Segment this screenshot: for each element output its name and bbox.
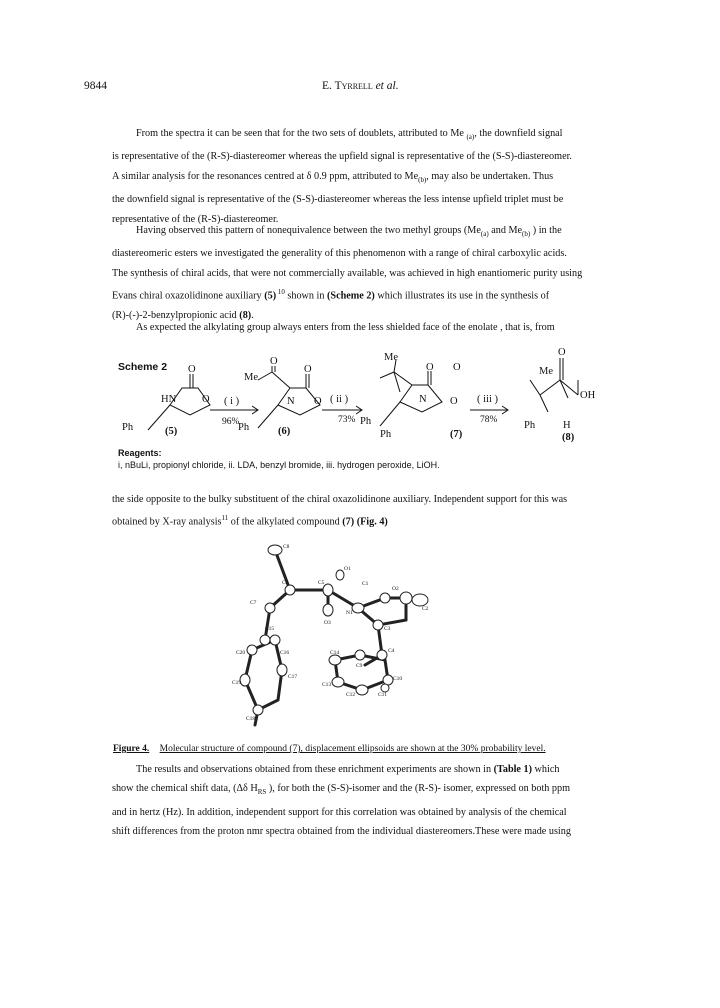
atom-label-c19: C19 xyxy=(232,680,242,686)
atom-label-c2: C2 xyxy=(422,606,429,612)
scheme-title: Scheme 2 xyxy=(118,361,168,373)
p2-line-3: The synthesis of chiral acids, that were not commercially available, was achieved in high enantiomeric purity using xyxy=(112,267,583,279)
p2-line-4: Evans chiral oxazolidinone auxiliary (5) $^{10}$ shown in (Scheme 2) which illustrates its use in the synthesis of xyxy=(112,288,550,302)
scheme-step-3: ( iii ) xyxy=(477,394,498,405)
p5-line-2: show the chemical shift data, (Δδ $H_{RS}$ ), for both the (S-S)-isomer and the (R-S)- isomer, expressed on both ppm xyxy=(112,783,571,797)
atom-label-c6: C6 xyxy=(282,580,289,586)
p1-line-3: A similar analysis for the resonances centred at δ 0.9 ppm, attributed to $Me_{(b)}$, may also be undertaken. Thus xyxy=(112,170,554,184)
compound-label-6: (6) xyxy=(278,426,291,437)
atom-label-c7: C7 xyxy=(250,600,257,606)
scheme-2-diagram xyxy=(0,0,720,480)
atom-label-c3: C3 xyxy=(384,626,391,632)
scheme-o-7: O xyxy=(453,362,461,373)
atom-label-c16: C16 xyxy=(280,650,290,656)
atom-label-n1: N1 xyxy=(346,610,353,616)
scheme-yield-3: 78% xyxy=(480,415,498,425)
p1-line-4: the downfield signal is representative of the (S-S)-diastereomer whereas the less intense upfield triplet must be xyxy=(112,194,564,206)
p1-line-1: From the spectra it can be seen that for the two sets of doublets, attributed to Me $_{(a)}$, the downfield signal xyxy=(136,128,563,142)
reagents-list: i, nBuLi, propionyl chloride, ii. LDA, benzyl bromide, iii. hydrogen peroxide, LiOH. xyxy=(118,460,440,470)
p3-line-1: As expected the alkylating group always enters from the less shielded face of the enolate , that is, from xyxy=(136,322,555,333)
page-number: 9844 xyxy=(84,80,107,92)
scheme-yield-1: 96% xyxy=(222,417,240,427)
paragraph-5 xyxy=(112,760,618,842)
compound-label-5: (5) xyxy=(165,426,178,437)
p4-line-2: obtained by X-ray analysis$^{11}$ of the alkylated compound (7) (Fig. 4) xyxy=(112,514,388,528)
scheme-o-4: O xyxy=(304,364,312,375)
p5-line-1: The results and observations obtained from these enrichment experiments are shown in (Table 1) which xyxy=(136,764,560,775)
scheme-ph-4: Ph xyxy=(380,429,392,440)
figure-caption-text: Molecular structure of compound (7), displacement ellipsoids are shown at the 30% probability level. xyxy=(159,744,546,754)
atom-label-c5: C5 xyxy=(318,580,325,586)
atom-label-c17: C17 xyxy=(288,674,298,680)
p2-line-5: (R)-(-)-2-benzylpropionic acid (8). xyxy=(112,310,254,322)
atom-label-c14: C14 xyxy=(330,650,340,656)
p2-line-1: Having observed this pattern of nonequivalence between the two methyl groups ($Me_{(a)}$ and $Me_{(b)}$ ) in the xyxy=(136,225,562,239)
scheme-o-1: O xyxy=(188,364,196,375)
paragraph-4 xyxy=(112,490,618,532)
atom-label-c15: C15 xyxy=(265,626,275,632)
header-authors: E. Tyrrell xyxy=(322,80,373,92)
scheme-h: H xyxy=(563,420,571,431)
scheme-step-2: ( ii ) xyxy=(330,394,349,405)
atom-label-c1: C1 xyxy=(362,581,369,587)
compound-label-7: (7) xyxy=(450,429,463,440)
scheme-step-1: ( i ) xyxy=(224,396,240,407)
scheme-yield-2: 73% xyxy=(338,415,356,425)
scheme-n-2: N xyxy=(419,394,427,405)
scheme-n-1: N xyxy=(287,396,295,407)
figure-caption-label: Figure 4. xyxy=(113,744,150,754)
scheme-o-9: O xyxy=(558,347,566,358)
scheme-ph-5: Ph xyxy=(524,420,536,431)
atom-label-o1: O1 xyxy=(344,566,351,572)
scheme-o-8: O xyxy=(450,396,458,407)
atom-label-c4: C4 xyxy=(388,648,395,654)
atom-label-c13: C13 xyxy=(322,682,332,688)
header-et-al: et al. xyxy=(375,80,399,92)
atom-label-c9: C9 xyxy=(356,663,363,669)
p5-line-4: shift differences from the proton nmr spectra obtained from the individual diastereomers.These were made using xyxy=(112,826,571,838)
scheme-o-3: O xyxy=(270,356,278,367)
scheme-ph-1: Ph xyxy=(122,422,134,433)
scheme-me-1: Me xyxy=(244,372,258,383)
scheme-ph-2: Ph xyxy=(238,422,250,433)
figure-4-molecule xyxy=(210,530,510,740)
compound-label-8: (8) xyxy=(562,432,575,443)
scheme-o-6: O xyxy=(426,362,434,373)
atom-label-c10: C10 xyxy=(393,676,403,682)
scheme-me-2: Me xyxy=(384,352,398,363)
scheme-ph-3: Ph xyxy=(360,416,372,427)
atom-label-o3: O3 xyxy=(324,620,331,626)
p2-line-2: diastereomeric esters we investigated the generality of this phenomenon with a range of chiral carboxylic acids. xyxy=(112,248,567,260)
atom-label-c12: C12 xyxy=(346,692,356,698)
figure-caption xyxy=(113,744,546,754)
atom-label-c11: C11 xyxy=(378,692,387,698)
p4-line-1: the side opposite to the bulky substituent of the chiral oxazolidinone auxiliary. Independent support for this was xyxy=(112,494,568,505)
atom-label-c8: C8 xyxy=(283,544,290,550)
scheme-oh: OH xyxy=(580,390,596,401)
scheme-o-5: O xyxy=(314,396,322,407)
p5-line-3: and in hertz (Hz). In addition, independent support for this correlation was obtained by analysis of the chemical xyxy=(112,806,567,818)
atom-label-c20: C20 xyxy=(236,650,246,656)
atom-label-o2: O2 xyxy=(392,586,399,592)
atom-label-c18: C18 xyxy=(246,716,256,722)
reagents-title: Reagents: xyxy=(118,448,162,458)
scheme-hn: HN xyxy=(161,394,177,405)
scheme-o-2: O xyxy=(202,394,210,405)
p1-line-2: is representative of the (R-S)-diastereomer whereas the upfield signal is representative of the (S-S)-diastereomer. xyxy=(112,151,572,163)
scheme-me-3: Me xyxy=(539,366,553,377)
p1-line-5: representative of the (R-S)-diastereomer. xyxy=(112,213,279,225)
